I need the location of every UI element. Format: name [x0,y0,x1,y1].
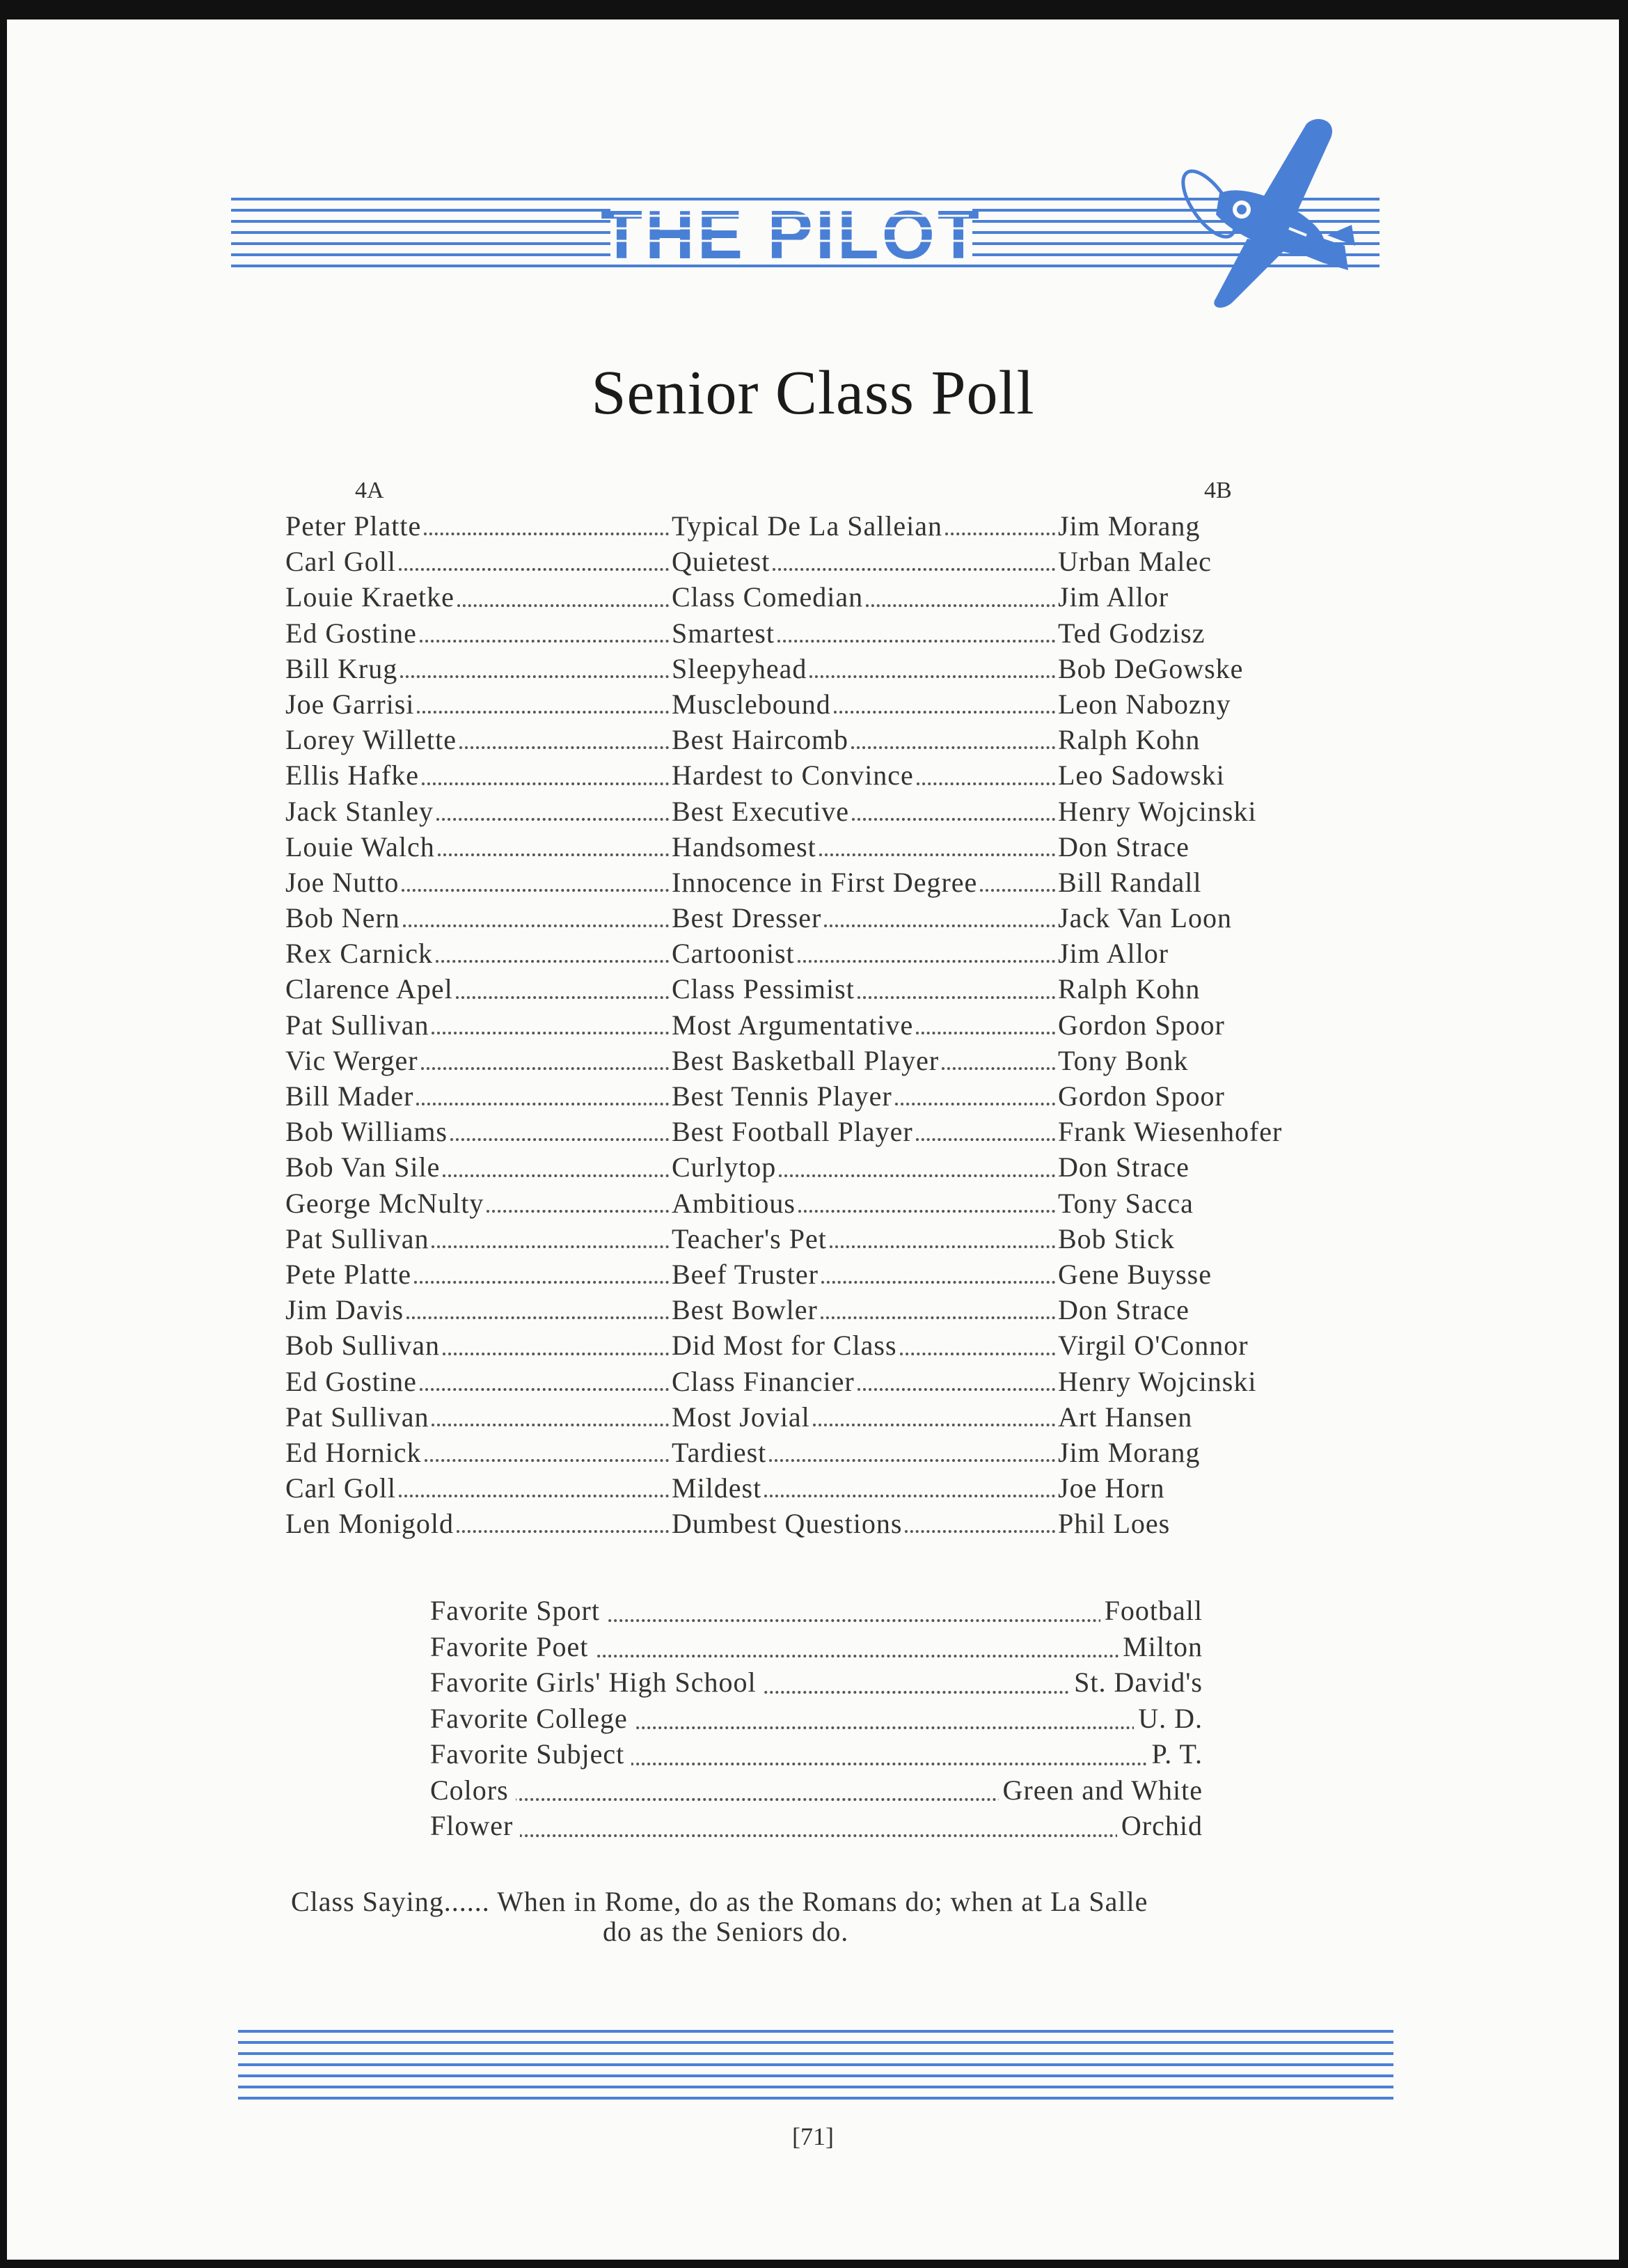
leader-dots [798,960,1055,963]
leader-dots [430,1834,1203,1837]
poll-row [285,792,1357,828]
leader-dots [916,1032,1055,1034]
favorites-list [430,1594,1203,1845]
poll-winner: Frank Wiesenhofer [1058,1116,1283,1148]
leader-dots [400,675,669,678]
poll-row [285,507,1357,542]
poll-category: Innocence in First Degree [672,866,978,898]
leader-dots [457,1530,669,1533]
poll-category: Smartest [672,617,775,649]
poll-name: Ellis Hafke [285,759,420,792]
leader-dots [425,1459,669,1462]
poll-category: Ambitious [672,1187,796,1219]
leader-dots [900,1353,1055,1355]
leader-dots [858,996,1055,999]
favorite-label: Flower [430,1809,520,1842]
leader-dots [824,924,1055,927]
favorite-row [430,1630,1203,1667]
leader-dots [769,1459,1055,1462]
favorite-value: Milton [1119,1630,1203,1663]
leader-dots [777,640,1055,643]
poll-category: Best Tennis Player [672,1080,892,1112]
leader-dots [773,568,1055,571]
leader-dots [819,853,1055,856]
leader-dots [406,1316,669,1319]
favorite-row [430,1774,1203,1810]
poll-row [285,970,1357,1005]
poll-winner: Jim Allor [1058,581,1169,613]
leader-dots [813,1424,1055,1426]
leader-dots [895,1103,1055,1105]
poll-winner: Henry Wojcinski [1058,1365,1257,1397]
leader-dots [399,568,669,571]
poll-category: Class Comedian [672,581,864,613]
favorite-value: St. David's [1070,1666,1203,1699]
leader-dots [457,604,669,607]
leader-dots [798,1210,1055,1213]
poll-winner: Bob Stick [1058,1222,1175,1254]
poll-winner: Ted Godzisz [1058,617,1206,649]
poll-name: Pete Platte [285,1258,411,1290]
leader-dots [916,1138,1055,1141]
poll-row [285,1220,1357,1255]
poll-row [285,685,1357,720]
poll-category: Quietest [672,546,770,578]
poll-category: Beef Truster [672,1258,819,1290]
poll-winner: Ralph Kohn [1058,973,1201,1005]
poll-row [285,1077,1357,1112]
page-title: Senior Class Poll [591,359,1035,427]
favorite-value: Green and White [999,1774,1203,1806]
poll-category: Handsomest [672,830,816,863]
poll-row [285,1112,1357,1148]
poll-name: Clarence Apel [285,973,453,1005]
favorite-row [430,1594,1203,1630]
poll-row [285,1433,1357,1469]
leader-dots [834,711,1055,714]
favorite-label: Favorite Poet [430,1630,595,1663]
poll-row [285,1148,1357,1183]
poll-name: Rex Carnick [285,938,434,970]
poll-name: Bob Van Sile [285,1151,441,1183]
poll-row [285,756,1357,792]
leader-dots [809,675,1055,678]
poll-winner: Urban Malec [1058,546,1212,578]
poll-row [285,1469,1357,1504]
poll-winner: Jim Morang [1058,510,1201,542]
poll-category: Tardiest [672,1436,767,1468]
poll-winner: Virgil O'Connor [1058,1330,1249,1362]
poll-winner: Henry Wojcinski [1058,795,1257,827]
poll-category: Cartoonist [672,938,795,970]
the-pilot-logo [231,96,1393,333]
favorite-label: Favorite Subject [430,1738,631,1770]
column-header-4b: 4B [1204,478,1232,503]
poll-name: Bob Nern [285,902,400,934]
poll-category: Most Argumentative [672,1009,914,1041]
poll-name: Jim Davis [285,1294,404,1326]
leader-dots [764,1495,1055,1497]
poll-row [285,1041,1357,1077]
poll-row [285,542,1357,578]
poll-name: Bill Krug [285,652,398,684]
leader-dots [399,1495,669,1497]
leader-dots [420,1388,669,1391]
poll-winner: Jack Van Loon [1058,902,1232,934]
favorite-value: Football [1100,1594,1203,1627]
poll-category: Mildest [672,1472,762,1504]
poll-row [285,828,1357,863]
poll-row [285,1255,1357,1291]
poll-row [285,578,1357,613]
poll-name: Vic Werger [285,1044,418,1076]
poll-winner: Leon Nabozny [1058,688,1231,720]
poll-category: Teacher's Pet [672,1222,827,1254]
leader-dots [487,1210,669,1213]
yearbook-page [7,19,1619,2260]
leader-dots [432,1245,669,1248]
poll-row [285,1291,1357,1326]
poll-row [285,614,1357,649]
poll-name: Peter Platte [285,510,422,542]
leader-dots [414,1281,669,1284]
poll-winner: Phil Loes [1058,1508,1171,1540]
favorite-label: Colors [430,1774,516,1806]
poll-name: Ed Gostine [285,617,417,649]
poll-winner: Don Strace [1058,1151,1190,1183]
poll-name: Jack Stanley [285,795,434,827]
poll-category: Typical De La Salleian [672,510,943,542]
leader-dots [420,640,669,643]
leader-dots [779,1174,1055,1177]
poll-name: Pat Sullivan [285,1401,429,1433]
page-number: [71] [792,2123,834,2150]
column-header-4a: 4A [355,478,384,503]
poll-winner: Jim Allor [1058,938,1169,970]
poll-row [285,934,1357,970]
leader-dots [942,1067,1055,1070]
poll-winner: Gene Buysse [1058,1258,1212,1290]
poll-row [285,1504,1357,1540]
poll-name: Ed Hornick [285,1436,422,1468]
poll-category: Best Executive [672,795,850,827]
poll-winner: Don Strace [1058,830,1190,863]
poll-winner: Joe Horn [1058,1472,1165,1504]
leader-dots [402,889,669,892]
leader-dots [852,818,1055,821]
logo-text: THE PILOT [601,196,982,273]
poll-name: George McNulty [285,1187,484,1219]
poll-category: Dumbest Questions [672,1508,903,1540]
leader-dots [917,782,1055,785]
poll-name: Louie Kraetke [285,581,455,613]
leader-dots [416,1103,669,1105]
poll-name: Joe Garrisi [285,688,415,720]
poll-name: Louie Walch [285,830,435,863]
class-saying-line1: When in Rome, do as the Romans do; when at La Salle [497,1886,1148,1917]
poll-row [285,1006,1357,1041]
poll-category: Best Football Player [672,1116,913,1148]
leader-dots [821,1316,1055,1319]
favorite-value: Orchid [1117,1809,1203,1842]
footer-rules [238,2026,1393,2104]
poll-winner: Gordon Spoor [1058,1009,1225,1041]
poll-category: Sleepyhead [672,652,807,684]
poll-name: Bob Sullivan [285,1330,441,1362]
poll-winner: Gordon Spoor [1058,1080,1225,1112]
leader-dots [432,1032,669,1034]
poll-name: Pat Sullivan [285,1009,429,1041]
poll-category: Curlytop [672,1151,777,1183]
leader-dots [858,1388,1055,1391]
poll-category: Best Dresser [672,902,822,934]
poll-category: Best Bowler [672,1294,818,1326]
leader-dots [421,1067,669,1070]
leader-dots [424,533,669,535]
favorite-value: U. D. [1134,1702,1203,1735]
leader-dots [417,711,669,714]
favorite-label: Favorite College [430,1702,635,1735]
poll-winner: Don Strace [1058,1294,1190,1326]
poll-category: Best Basketball Player [672,1044,940,1076]
poll-name: Lorey Willette [285,724,457,756]
poll-name: Bob Williams [285,1116,448,1148]
poll-name: Carl Goll [285,1472,396,1504]
poll-winner: Tony Sacca [1058,1187,1194,1219]
poll-winner: Leo Sadowski [1058,759,1225,792]
header-banner [231,96,1393,333]
poll-row [285,720,1357,756]
leader-dots [422,782,669,785]
favorite-value: P. T. [1147,1738,1203,1770]
poll-winner: Bob DeGowske [1058,652,1244,684]
favorite-row [430,1666,1203,1702]
poll-category: Musclebound [672,688,831,720]
poll-name: Pat Sullivan [285,1222,429,1254]
poll-name: Ed Gostine [285,1365,417,1397]
poll-winner: Jim Morang [1058,1436,1201,1468]
poll-name: Carl Goll [285,546,396,578]
poll-row [285,863,1357,899]
leader-dots [456,996,669,999]
favorite-row [430,1738,1203,1774]
favorite-label: Favorite Girls' High School [430,1666,764,1699]
poll-name: Joe Nutto [285,866,400,898]
class-saying [291,1885,1148,1948]
leader-dots [459,746,669,749]
favorite-label: Favorite Sport [430,1594,607,1627]
poll-list [285,507,1357,1540]
poll-category: Most Jovial [672,1401,810,1433]
leader-dots [945,533,1055,535]
class-saying-line2: do as the Seniors do. [603,1916,849,1947]
leader-dots [821,1281,1055,1284]
poll-winner: Tony Bonk [1058,1044,1189,1076]
poll-category: Hardest to Convince [672,759,914,792]
leader-dots [905,1530,1055,1533]
poll-winner: Ralph Kohn [1058,724,1201,756]
poll-winner: Bill Randall [1058,866,1202,898]
poll-row [285,1362,1357,1398]
poll-category: Class Pessimist [672,973,855,1005]
poll-row [285,1184,1357,1220]
leader-dots [443,1353,669,1355]
favorite-row [430,1702,1203,1738]
leader-dots [443,1174,669,1177]
leader-dots [830,1245,1055,1248]
leader-dots [432,1424,669,1426]
poll-row [285,1326,1357,1362]
poll-winner: Art Hansen [1058,1401,1193,1433]
leader-dots [851,746,1055,749]
leader-dots [980,889,1055,892]
airplane-icon [1173,119,1355,308]
poll-row [285,1398,1357,1433]
class-saying-label: Class Saying...... [291,1886,490,1917]
poll-row [285,899,1357,934]
poll-name: Len Monigold [285,1508,454,1540]
leader-dots [436,960,669,963]
leader-dots [866,604,1055,607]
leader-dots [436,818,669,821]
favorite-row [430,1809,1203,1845]
leader-dots [438,853,669,856]
poll-category: Did Most for Class [672,1330,897,1362]
leader-dots [403,924,669,927]
poll-category: Class Financier [672,1365,855,1397]
poll-category: Best Haircomb [672,724,849,756]
leader-dots [450,1138,669,1141]
poll-name: Bill Mader [285,1080,414,1112]
poll-row [285,649,1357,685]
